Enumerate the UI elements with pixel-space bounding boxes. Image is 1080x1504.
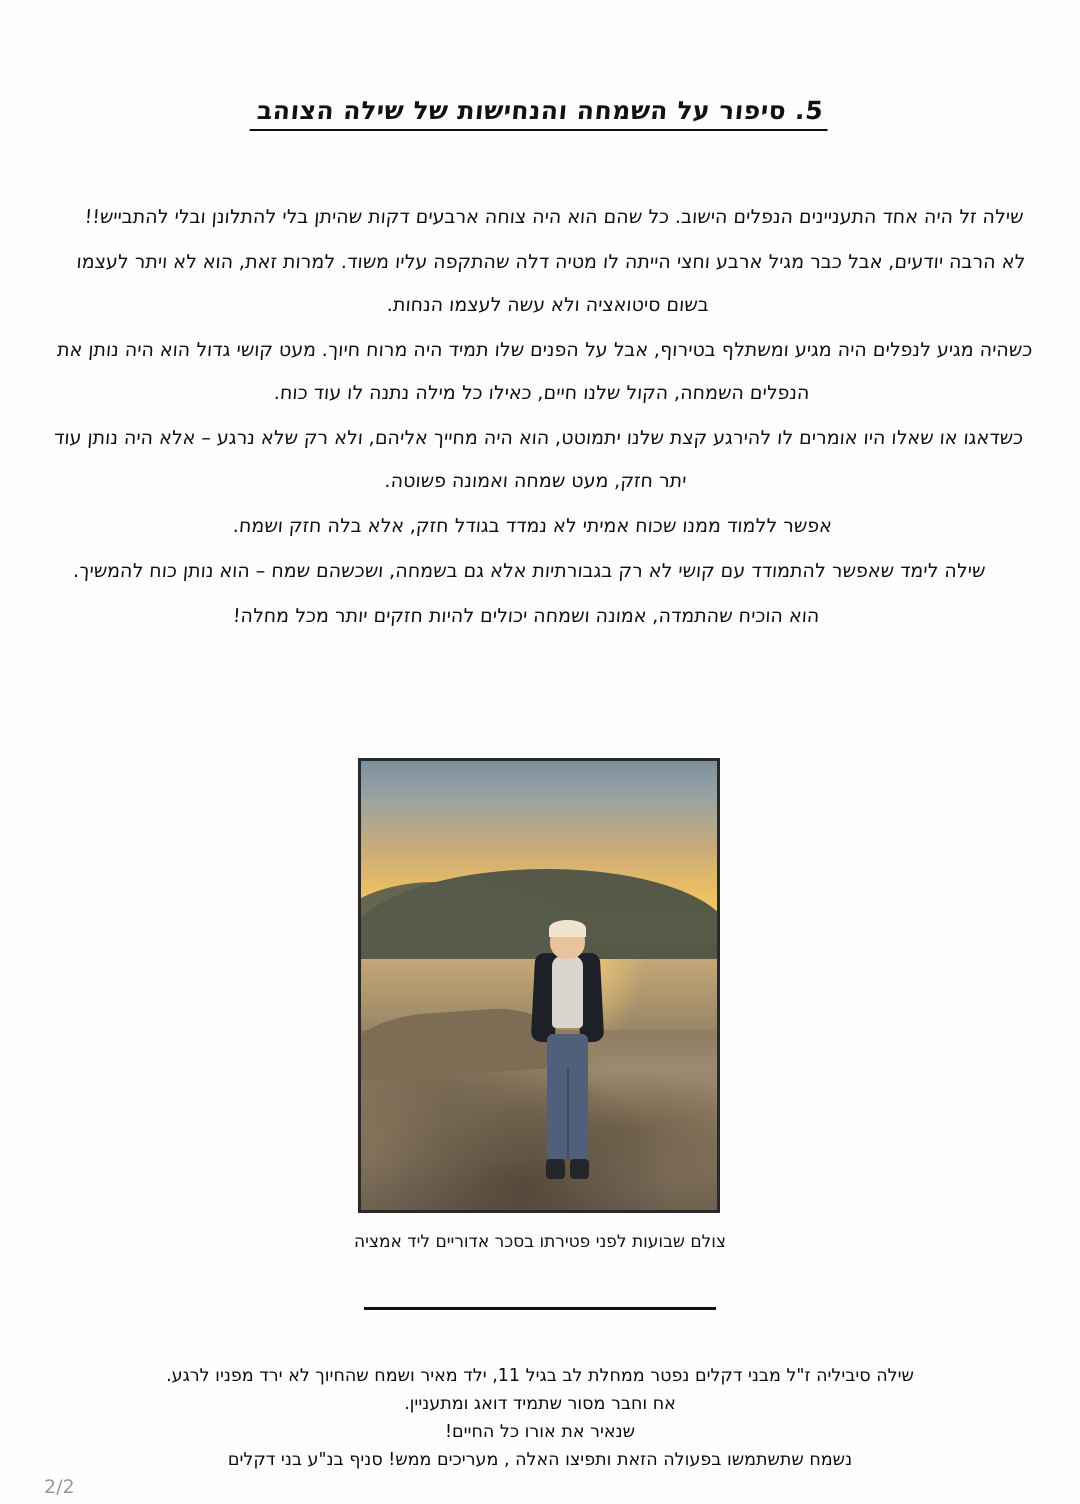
boy-kippah [549, 920, 587, 937]
paragraph-6: שילה לימד שאפשר להתמודד עם קושי לא רק בגבורתיות אלא גם בשמחה, ושכשהם שמח – הוא נותן כוח להמשיך. [72, 560, 987, 582]
paragraph-5: אפשר ללמוד ממנו שכוח אמיתי לא נמדד בגודל חזק, אלא בלה חזק ושמח. [232, 515, 833, 537]
body-text [26, 196, 1053, 640]
footer-line-4: נשמח שתשתמשו בפעולה הזאת ותפיצו האלה , מעריכים ממש! סניף בנ"ע בני דקלים [227, 1450, 853, 1470]
footer-text [40, 1362, 1040, 1474]
boy-shoe-right [570, 1159, 589, 1178]
title-container [0, 96, 1080, 131]
footer-line-3: שנאיר את אורו כל החיים! [445, 1422, 635, 1442]
page-number: 2/2 [44, 1476, 75, 1498]
photo-caption: צולם שבועות לפני פטירתו בסכר אדוריים ליד אמציה [353, 1232, 727, 1252]
footer-line-2: אח וחבר מסור שתמיד דואג ומתעניין. [404, 1394, 676, 1414]
photo-boy-figure [525, 923, 610, 1201]
paragraph-1: שילה זל היה אחד התעניינים הנפלים הישוב. כל שהם הוא היה צוחה ארבעים דקות שהיתן בלי להתלונן ובלי להתבייש!! [83, 206, 1025, 228]
page-title: 5. סיפור על השמחה והנחישות של שילה הצוהב [249, 96, 830, 131]
memorial-photo [358, 758, 720, 1213]
paragraph-7: הוא הוכיח שהתמדה, אמונה ושמחה יכולים להיות חזקים יותר מכל מחלה! [232, 605, 821, 627]
boy-shoe-left [546, 1159, 565, 1178]
paragraph-3: כשהיה מגיע לנפלים היה מגיע ומשתלף בטירוף, אבל על הפנים שלו תמיד היה מרוח חיוך. מעט קושי גדול הוא היה נותן את הנפלים השמחה, הקול שלנו חיים, כאילו כל מילה נתנה לו עוד כוח. [56, 339, 1034, 404]
footer-line-1: שילה סיביליה ז"ל מבני דקלים נפטר ממחלת לב בגיל 11, ילד מאיר ושמח שהחיוך לא ירד מפניו לרגע. [166, 1366, 914, 1386]
section-divider [364, 1307, 716, 1310]
boy-shirt [552, 956, 583, 1028]
paragraph-4: כשדאגו או שאלו היו אומרים לו להירגע קצת שלנו יתמוטט, הוא היה מחייך אליהם, ולא רק שלא נרגע – אלא היה נותן עוד יתר חזק, מעט שמחה ואמונה פשוטה. [53, 427, 1024, 492]
paragraph-2: לא הרבה יודעים, אבל כבר מגיל ארבע וחצי הייתה לו מטיה דלה שהתקפה עליו משוד. למרות זאת, הוא לא ויתר לעצמו בשום סיטואציה ולא עשה לעצמו הנחות. [75, 251, 1027, 316]
boy-leg-split [567, 1067, 570, 1159]
